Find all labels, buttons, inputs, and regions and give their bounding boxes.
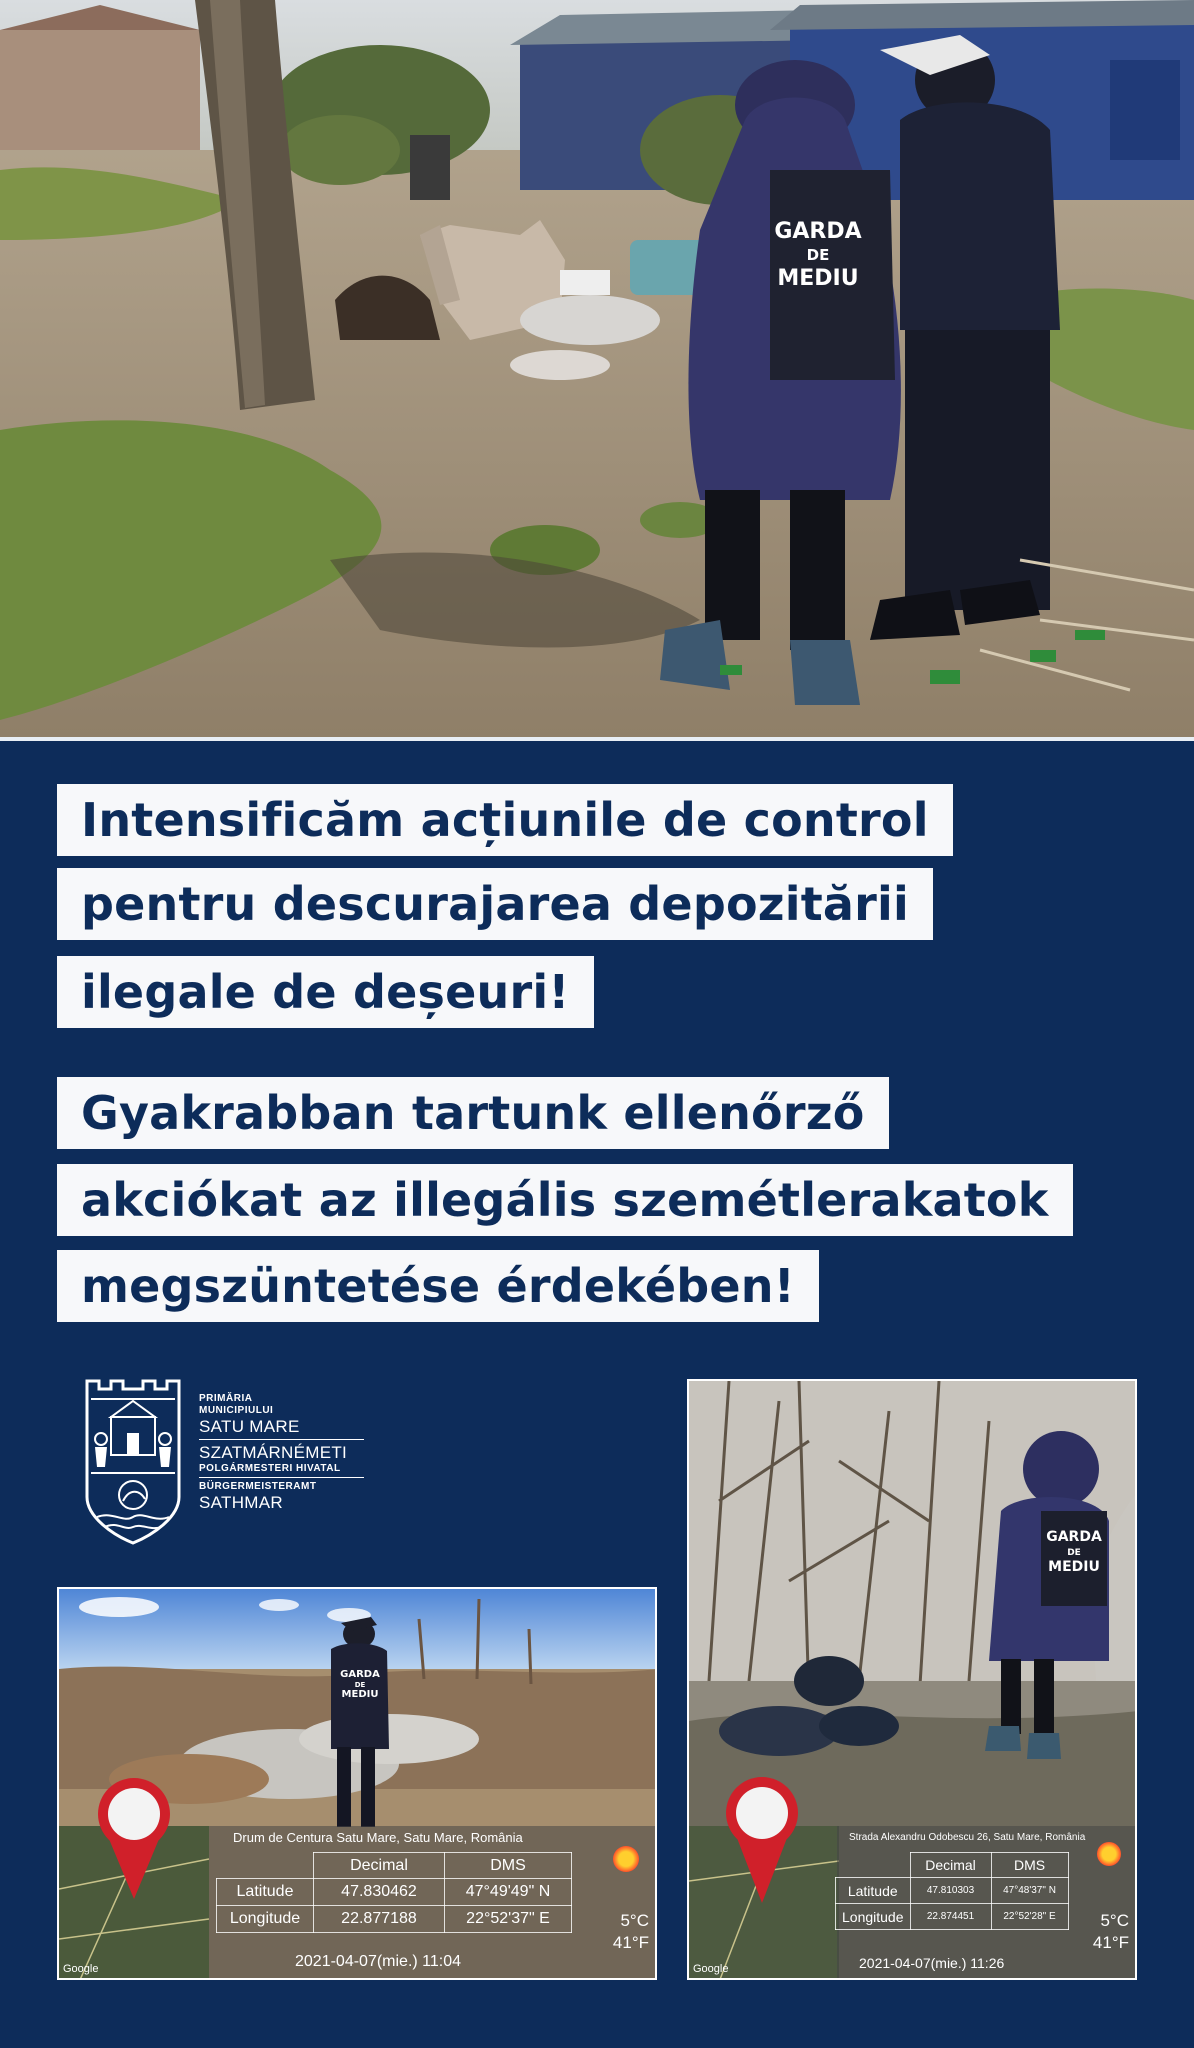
headline-ro-line-2: pentru descurajarea depozitării (57, 868, 933, 940)
right-geo-lon-dms: 22°52'28" E (991, 1904, 1068, 1930)
left-geo-lon-decimal: 22.877188 (314, 1906, 445, 1933)
geotagged-photo-left (57, 1587, 657, 1980)
right-geo-temperature (1093, 1910, 1129, 1954)
left-geo-col-dms: DMS (445, 1853, 572, 1879)
vest-text-line3: MEDIU (777, 266, 859, 291)
right-geo-col-decimal: Decimal (910, 1853, 991, 1878)
right-geo-lat-decimal: 47.810303 (910, 1878, 991, 1904)
logo-line-szatmarnemeti: SZATMÁRNÉMETI (199, 1443, 348, 1462)
left-weather-sun-icon (613, 1846, 639, 1872)
left-geo-lat-decimal: 47.830462 (314, 1879, 445, 1906)
left-google-attribution: Google (63, 1963, 99, 1975)
headline-ro-line-3: ilegale de deșeuri! (57, 956, 594, 1028)
right-weather-sun-icon (1097, 1842, 1121, 1866)
right-vest-text-2: DE (1067, 1548, 1081, 1558)
logo-rule (199, 1439, 364, 1440)
logo-line-sathmar: SATHMAR (199, 1493, 283, 1512)
left-vest-text-1: GARDA (340, 1669, 380, 1680)
logo-rule-2 (199, 1477, 364, 1478)
geotagged-photo-right (687, 1379, 1137, 1980)
logo-line-primaria: PRIMĂRIA (199, 1393, 253, 1404)
logo-line-satu-mare: SATU MARE (199, 1417, 300, 1436)
logo-line-polgarmesteri: POLGÁRMESTERI HIVATAL (199, 1463, 341, 1474)
headline-hu-line-1: Gyakrabban tartunk ellenőrző (57, 1077, 889, 1149)
city-hall-logo-text (199, 1393, 364, 1513)
right-vest-text-1: GARDA (1046, 1529, 1102, 1545)
left-geo-lon-label: Longitude (217, 1906, 314, 1933)
left-geo-temperature (613, 1910, 649, 1954)
left-geo-info-overlay (209, 1826, 657, 1980)
right-geo-info-overlay (837, 1826, 1137, 1980)
left-geo-empty-cell (217, 1853, 314, 1879)
right-geo-address: Strada Alexandru Odobescu 26, Satu Mare, România (849, 1832, 1086, 1843)
left-geo-timestamp: 2021-04-07(mie.) 11:04 (295, 1953, 462, 1970)
logo-line-burgermeisteramt: BÜRGERMEISTERAMT (199, 1481, 317, 1492)
right-geo-coordinates-table (835, 1852, 1069, 1930)
left-geo-col-decimal: Decimal (314, 1853, 445, 1879)
left-geo-temp-c: 5°C (620, 1911, 649, 1930)
right-geo-empty-cell (836, 1853, 911, 1878)
left-geo-lat-dms: 47°49'49" N (445, 1879, 572, 1906)
left-geo-temp-f: 41°F (612, 1933, 649, 1953)
logo-line-municipiului: MUNICIPIULUI (199, 1405, 274, 1416)
city-coat-of-arms-logo (83, 1377, 183, 1547)
headline-ro-line-1: Intensificăm acțiunile de control (57, 784, 953, 856)
vest-text-line1: GARDA (774, 219, 862, 244)
right-geo-lat-dms: 47°48'37" N (991, 1878, 1068, 1904)
headline-hu-line-3: megszüntetése érdekében! (57, 1250, 819, 1322)
right-geo-temp-c: 5°C (1100, 1911, 1129, 1930)
right-google-attribution: Google (693, 1963, 729, 1975)
top-photo (0, 0, 1194, 737)
left-geo-lat-label: Latitude (217, 1879, 314, 1906)
vest-text-line2: DE (806, 246, 830, 264)
right-geo-lon-label: Longitude (836, 1904, 911, 1930)
headline-hu-line-2: akciókat az illegális szemétlerakatok (57, 1164, 1073, 1236)
right-vest-text-3: MEDIU (1048, 1559, 1100, 1575)
right-geo-temp-f: 41°F (1092, 1933, 1129, 1953)
left-geo-lon-dms: 22°52'37" E (445, 1906, 572, 1933)
left-vest-text-3: MEDIU (341, 1689, 379, 1700)
right-geo-lon-decimal: 22.874451 (910, 1904, 991, 1930)
left-vest-text-2: DE (354, 1681, 366, 1689)
right-geo-col-dms: DMS (991, 1853, 1068, 1878)
right-geo-timestamp: 2021-04-07(mie.) 11:26 (859, 1955, 1005, 1971)
top-photo-illustration (0, 0, 1194, 737)
right-geo-lat-label: Latitude (836, 1878, 911, 1904)
left-geo-address: Drum de Centura Satu Mare, Satu Mare, România (233, 1830, 523, 1845)
left-geo-coordinates-table (216, 1852, 572, 1933)
